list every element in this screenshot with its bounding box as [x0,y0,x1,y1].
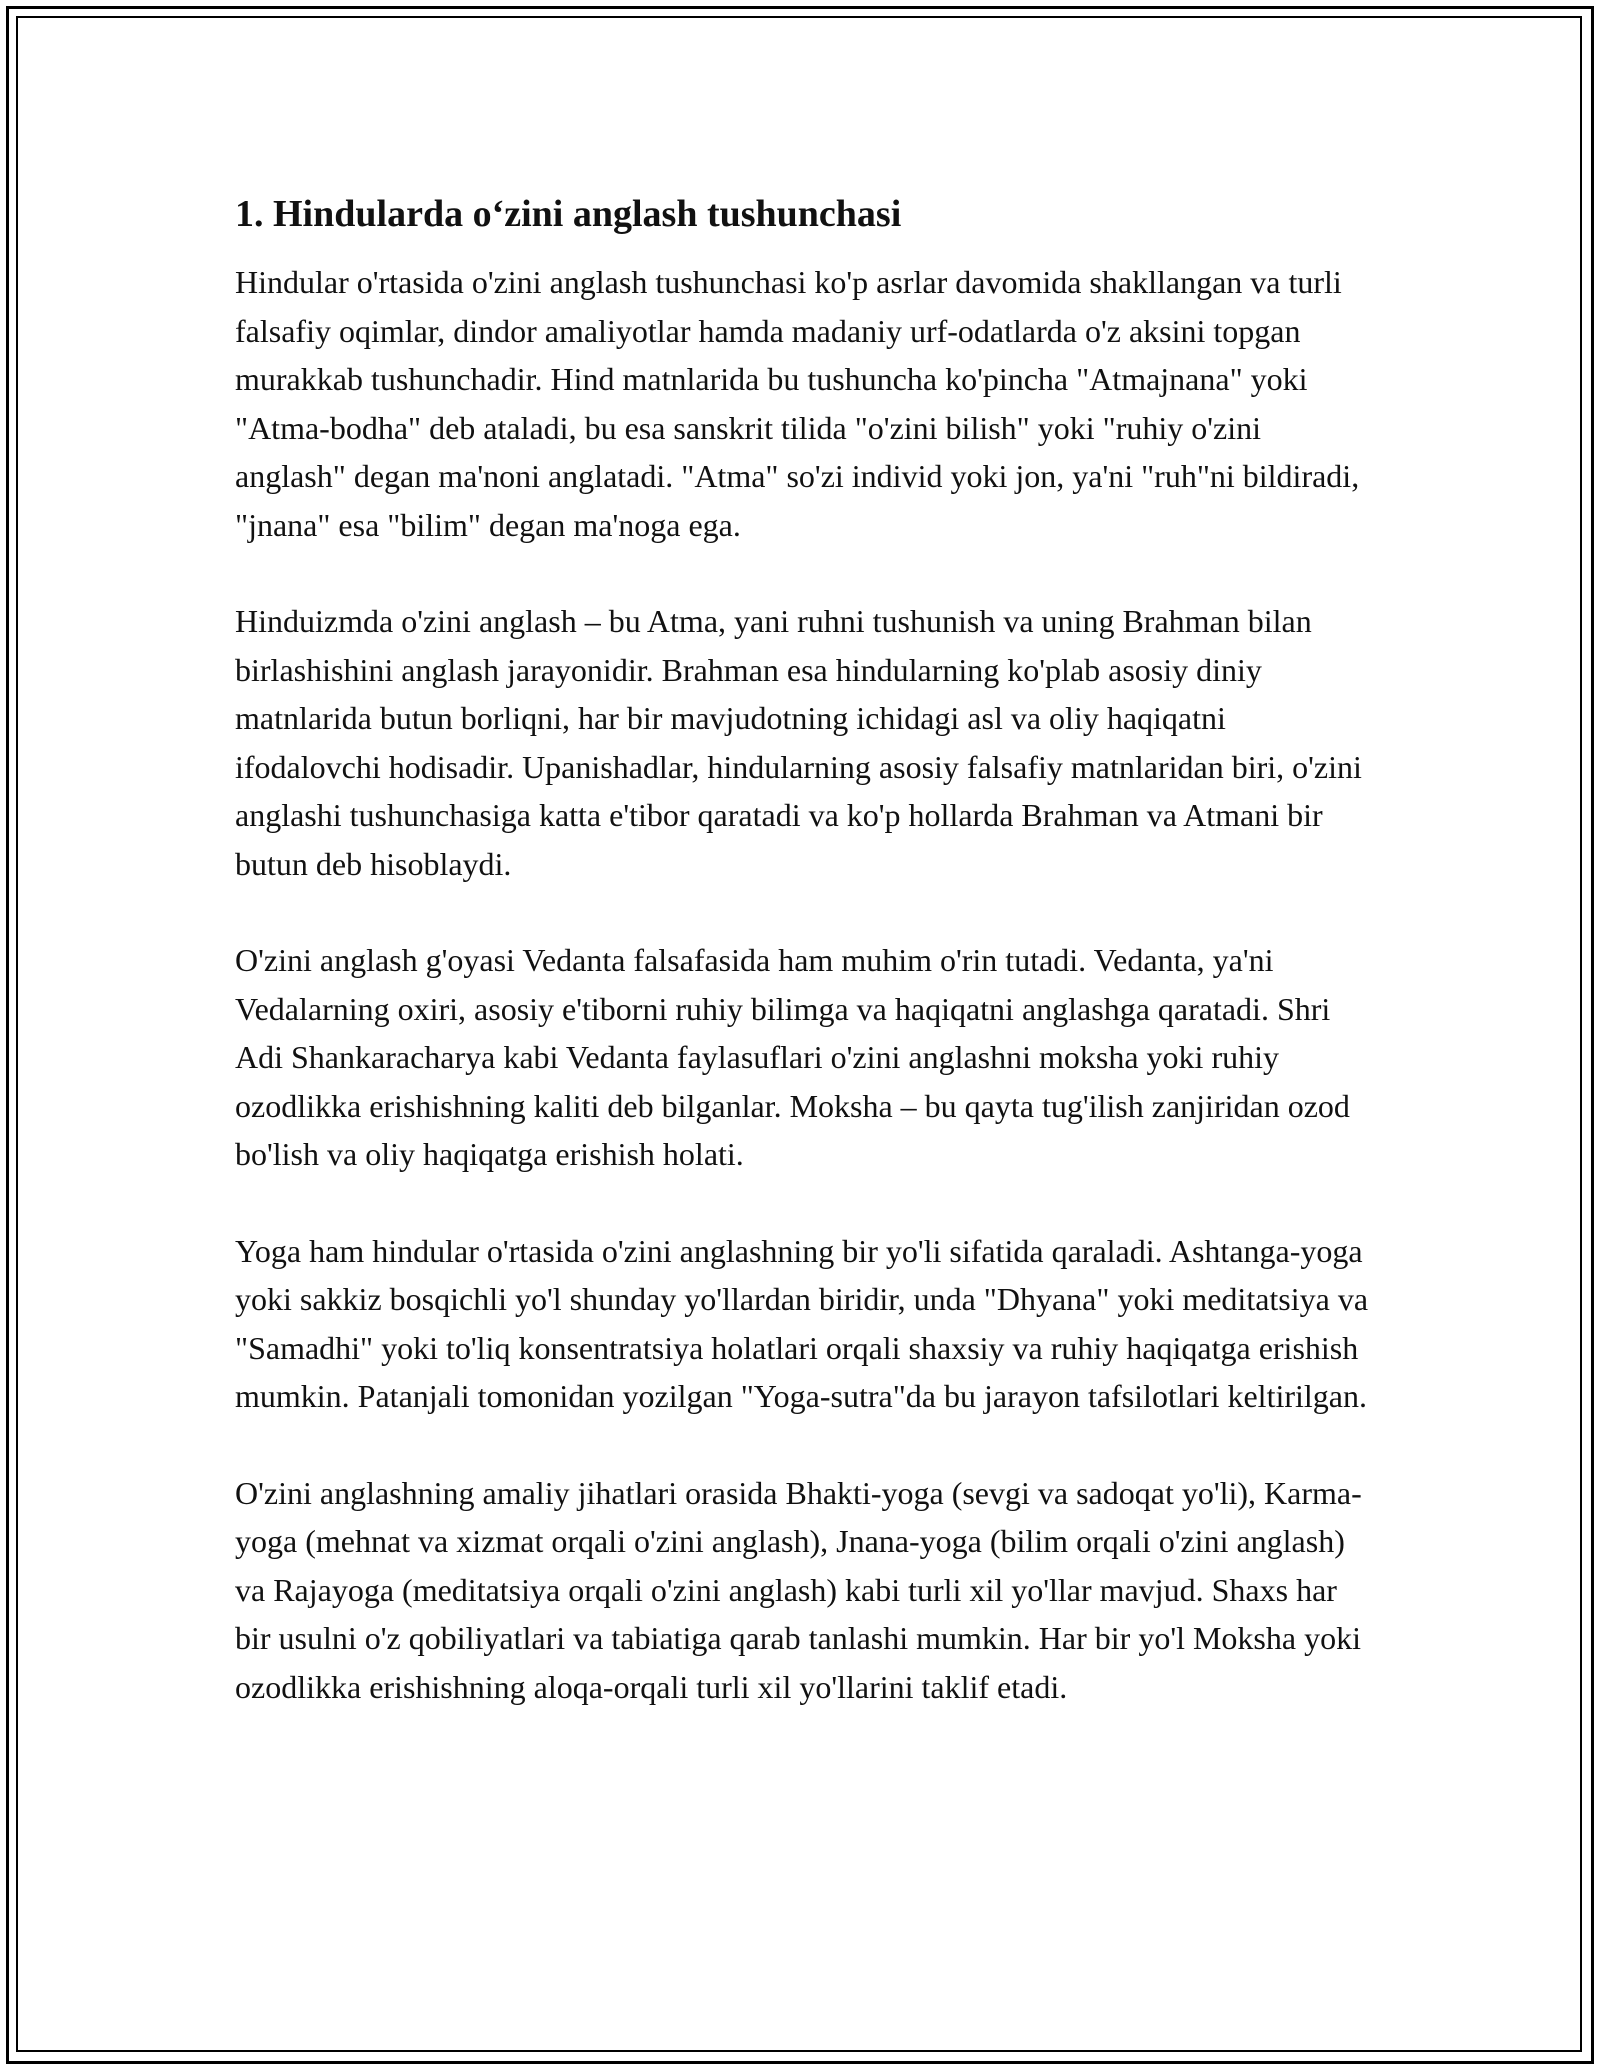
paragraph-brahman: Hinduizmda o'zini anglash – bu Atma, yani ruhni tushunish va uning Brahman bilan birlashishini anglash jarayonidir. Brahman esa hindularning ko'plab asosiy diniy matnlarida butun borliqni, har bir mavjudotning ichidagi asl va oliy haqiqatni ifodalovchi hodisadir. Upanishadlar, hindularning asosiy falsafiy matnlaridan biri, o'zini anglashi tushunchasiga katta e'tibor qaratadi va ko'p hollarda Brahman va Atmani bir butun deb hisoblaydi. [235,603,1362,882]
paragraph-vedanta: O'zini anglash g'oyasi Vedanta falsafasida ham muhim o'rin tutadi. Vedanta, ya'ni Vedalarning oxiri, asosiy e'tiborni ruhiy bilimga va haqiqatni anglashga qaratadi. Shri Adi Shankaracharya kabi Vedanta faylasuflari o'zini anglashni moksha yoki ruhiy ozodlikka erishishning kaliti deb bilganlar. Moksha – bu qayta tug'ilish zanjiridan ozod bo'lish va oliy haqiqatga erishish holati. [235,942,1350,1172]
section-heading: 1. Hindularda o‘zini anglash tushunchasi [235,193,902,235]
document-body [235,190,1375,1711]
paragraph-atmajnana: Hindular o'rtasida o'zini anglash tushunchasi ko'p asrlar davomida shakllangan va turli falsafiy oqimlar, dindor amaliyotlar hamda madaniy urf-odatlarda o'z aksini topgan murakkab tushunchadir. Hind matnlarida bu tushuncha ko'pincha "Atmajnana" yoki "Atma-bodha" deb ataladi, bu esa sanskrit tilida "o'zini bilish" yoki "ruhiy o'zini anglash" degan ma'noni anglatadi. "Atma" so'zi individ yoki jon, ya'ni "ruh"ni bildiradi, "jnana" esa "bilim" degan ma'noga ega. [235,264,1360,543]
paragraph-yoga: Yoga ham hindular o'rtasida o'zini anglashning bir yo'li sifatida qaraladi. Ashtanga-yoga yoki sakkiz bosqichli yo'l shunday yo'llardan biridir, unda "Dhyana" yoki meditatsiya va "Samadhi" yoki to'liq konsentratsiya holatlari orqali shaxsiy va ruhiy haqiqatga erishish mumkin. Patanjali tomonidan yozilgan "Yoga-sutra"da bu jarayon tafsilotlari keltirilgan. [235,1232,1369,1414]
paragraph-paths: O'zini anglashning amaliy jihatlari orasida Bhakti-yoga (sevgi va sadoqat yo'li), Karma-yoga (mehnat va xizmat orqali o'zini anglash), Jnana-yoga (bilim orqali o'zini anglash) va Rajayoga (meditatsiya orqali o'zini anglash) kabi turli xil yo'llar mavjud. Shaxs har bir usulni o'z qobiliyatlari va tabiatiga qarab tanlashi mumkin. Har bir yo'l Moksha yoki ozodlikka erishishning aloqa-orqali turli xil yo'llarini taklif etadi. [235,1474,1362,1705]
